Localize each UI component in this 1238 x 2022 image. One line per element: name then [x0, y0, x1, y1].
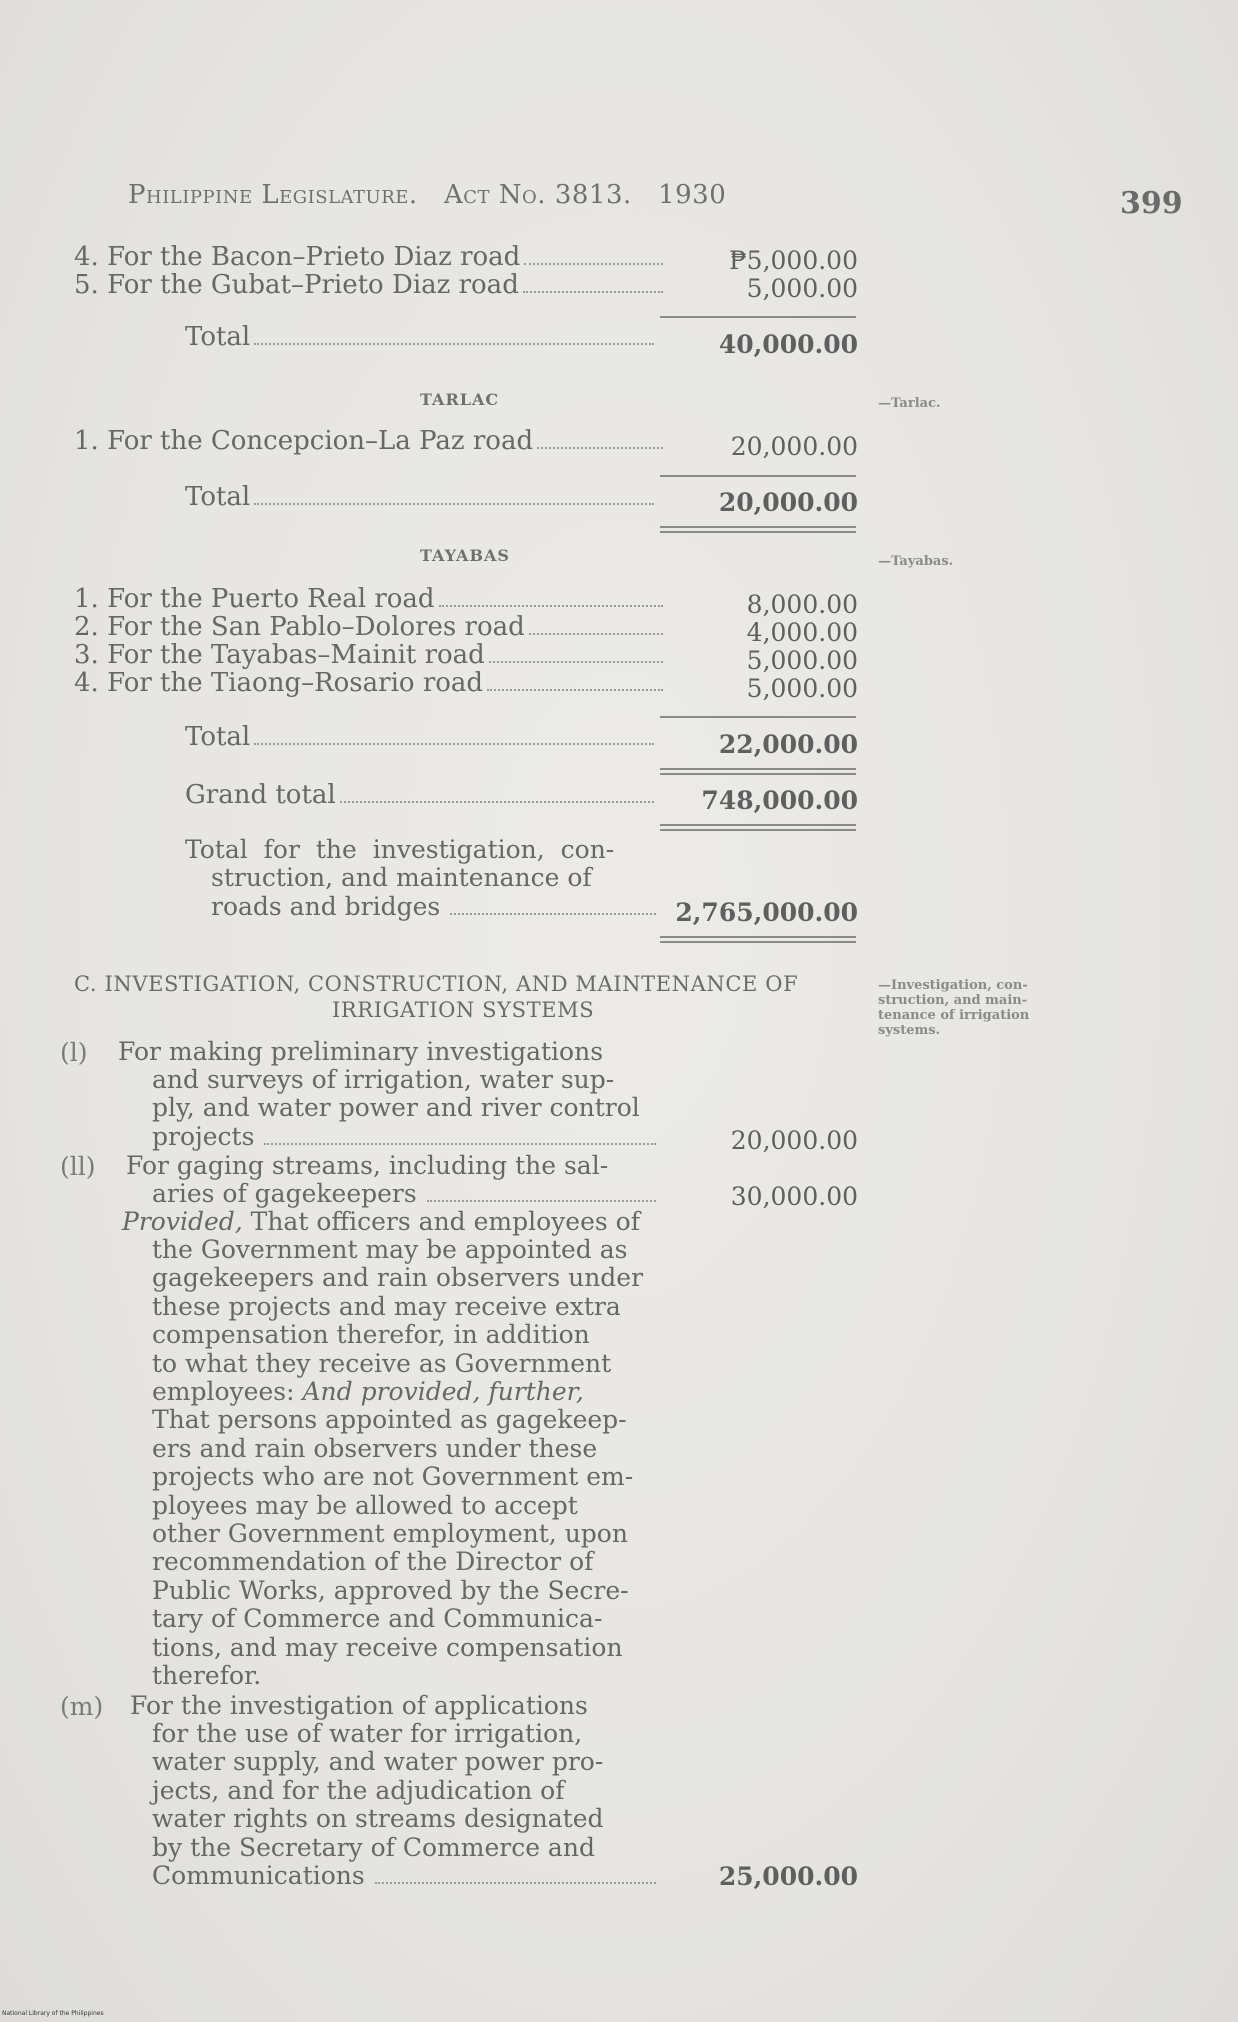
- roads-total-line: Total for the investigation, con-: [185, 835, 615, 864]
- item-m-text: For the investigation of applications: [130, 1691, 588, 1720]
- line-amount: 5,000.00: [746, 674, 858, 703]
- total-amount: 22,000.00: [718, 730, 858, 759]
- item-ll-text: For gaging streams, including the sal-: [126, 1151, 609, 1180]
- roads-total-amount: 2,765,000.00: [675, 898, 858, 927]
- total-amount: 40,000.00: [718, 330, 858, 359]
- line-amount: 5,000.00: [746, 646, 858, 675]
- item-amount: 30,000.00: [730, 1182, 858, 1211]
- total-row: Total: [185, 322, 660, 352]
- line-amount: ₱5,000.00: [729, 246, 858, 275]
- margin-note: —Investigation, con- struction, and main- tenance of irrigation systems.: [878, 978, 1030, 1038]
- line-item: 1. For the Puerto Real road: [74, 584, 669, 614]
- double-rule: [660, 768, 856, 775]
- roads-total-text: [185, 836, 660, 921]
- line-item: 4. For the Bacon–Prieto Diaz road: [74, 242, 669, 272]
- grand-total-amount: 748,000.00: [701, 786, 858, 815]
- section-title: C. INVESTIGATION, CONSTRUCTION, AND MAINTENANCE OF: [74, 972, 799, 996]
- sum-rule: [660, 475, 856, 477]
- section-title: IRRIGATION SYSTEMS: [332, 998, 595, 1022]
- item-amount: 20,000.00: [730, 1126, 858, 1155]
- scan-footer: National Library of the Philippines: [2, 2010, 104, 2017]
- header-year: 1930: [658, 180, 727, 210]
- item-m-continuation: for the use of water for irrigation, water supply, and water power pro- jects, and for the adjudication of water rights on streams designated by the Secretary of Commerce and Communications: [152, 1720, 660, 1890]
- sum-rule: [660, 316, 856, 318]
- line-amount: 4,000.00: [746, 618, 858, 647]
- margin-note: —Tayabas.: [878, 554, 954, 569]
- total-amount: 20,000.00: [718, 488, 858, 517]
- roads-total-line: struction, and maintenance of: [211, 863, 592, 893]
- total-row: Total: [185, 722, 660, 752]
- margin-note: —Tarlac.: [878, 396, 941, 411]
- grand-total-row: Grand total: [185, 780, 660, 810]
- sum-rule: [660, 716, 856, 718]
- line-item: 1. For the Concepcion–La Paz road: [74, 426, 669, 456]
- act-number: Act No. 3813.: [443, 180, 632, 210]
- roads-total-line: roads and bridges: [185, 893, 660, 921]
- line-amount: 20,000.00: [730, 432, 858, 461]
- running-header: [128, 180, 726, 210]
- province-heading: TARLAC: [420, 390, 500, 409]
- line-amount: 8,000.00: [746, 590, 858, 619]
- item-l-text: For making preliminary investigations: [118, 1037, 604, 1066]
- item-l-continuation: and surveys of irrigation, water sup- ply, and water power and river control projects: [152, 1066, 660, 1151]
- item-amount: 25,000.00: [718, 1862, 858, 1891]
- item-marker: (m): [60, 1692, 104, 1721]
- line-amount: 5,000.00: [746, 274, 858, 303]
- total-row: Total: [185, 482, 660, 512]
- item-marker: (l): [60, 1038, 88, 1067]
- province-heading: TAYABAS: [420, 546, 510, 565]
- line-item: 4. For the Tiaong–Rosario road: [74, 668, 669, 698]
- running-title: Philippine Legislature.: [128, 180, 418, 210]
- double-rule: [660, 936, 856, 943]
- line-item: 3. For the Tayabas–Mainit road: [74, 640, 669, 670]
- item-ll-continuation: aries of gagekeepers: [152, 1180, 660, 1208]
- line-item: 2. For the San Pablo–Dolores road: [74, 612, 669, 642]
- item-marker: (ll): [60, 1152, 96, 1181]
- proviso-first-line: Provided, That officers and employees of: [122, 1207, 640, 1236]
- page-number: 399: [1120, 186, 1183, 221]
- line-item: 5. For the Gubat–Prieto Diaz road: [74, 270, 669, 300]
- double-rule: [660, 526, 856, 533]
- proviso-text: the Government may be appointed as gagekeepers and rain observers under these projects and may receive extra compensation therefor, in addition to what they receive as Government employees: And provided, further, That persons appointed as gagekeep- ers and rain observers under these projects who are not Government em- ployees may be allowed to accept other Government employment, upon recommendation of the Director of Public Works, approved by the Secre- tary of Commerce and Communica- tions, and may receive compensation therefor.: [152, 1235, 644, 1691]
- double-rule: [660, 824, 856, 831]
